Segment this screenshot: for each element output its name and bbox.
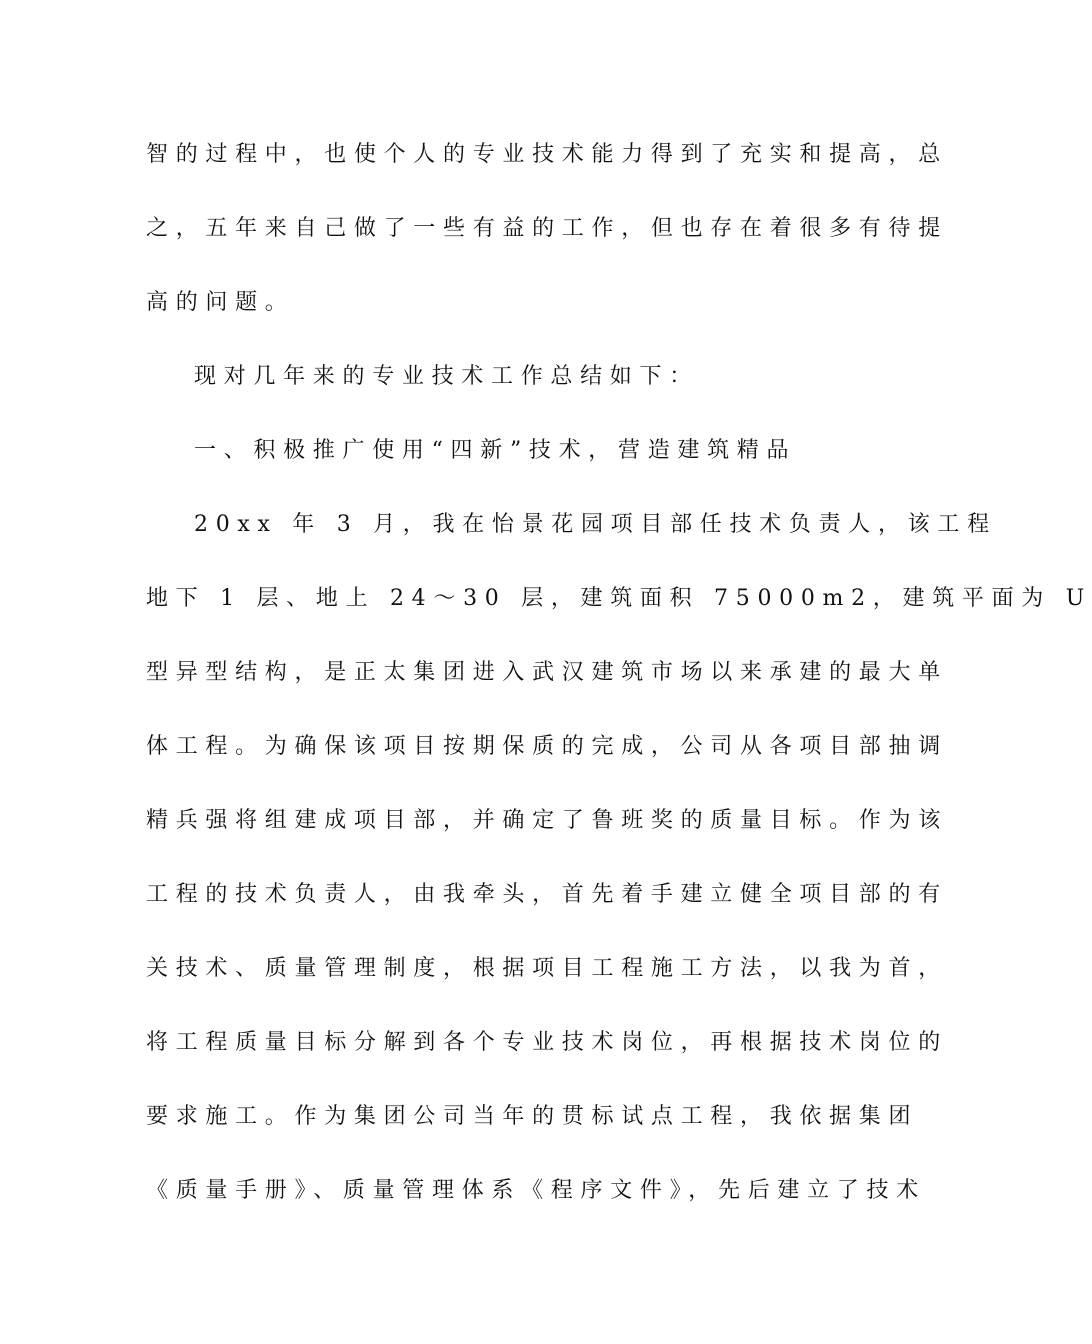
paragraph-line: 地下 1 层、地上 24～30 层，建筑面积 75000m2，建筑平面为 U	[146, 586, 1092, 611]
paragraph-line: 要求施工。作为集团公司当年的贯标试点工程，我依据集团	[146, 1104, 919, 1129]
paragraph-line: 智的过程中，也使个人的专业技术能力得到了充实和提高，总	[146, 142, 948, 167]
paragraph-line: 关技术、质量管理制度，根据项目工程施工方法，以我为首，	[146, 956, 948, 981]
paragraph-line: 体工程。为确保该项目按期保质的完成，公司从各项目部抽调	[146, 734, 948, 759]
paragraph-line: 现对几年来的专业技术工作总结如下：	[194, 364, 699, 389]
paragraph-line: 高的问题。	[146, 290, 295, 315]
paragraph-line: 型异型结构，是正太集团进入武汉建筑市场以来承建的最大单	[146, 660, 948, 685]
section-heading: 一、积极推广使用“四新”技术，营造建筑精品	[194, 438, 797, 463]
paragraph-line: 之，五年来自己做了一些有益的工作，但也存在着很多有待提	[146, 216, 948, 241]
paragraph-line: 20xx 年 3 月，我在怡景花园项目部任技术负责人，该工程	[194, 512, 997, 537]
paragraph-line: 精兵强将组建成项目部，并确定了鲁班奖的质量目标。作为该	[146, 808, 948, 833]
paragraph-line: 《质量手册》、质量管理体系《程序文件》，先后建立了技术	[146, 1178, 926, 1203]
paragraph-line: 工程的技术负责人，由我牵头，首先着手建立健全项目部的有	[146, 882, 948, 907]
document-body	[146, 131, 1092, 1241]
paragraph-line: 将工程质量目标分解到各个专业技术岗位，再根据技术岗位的	[146, 1030, 948, 1055]
